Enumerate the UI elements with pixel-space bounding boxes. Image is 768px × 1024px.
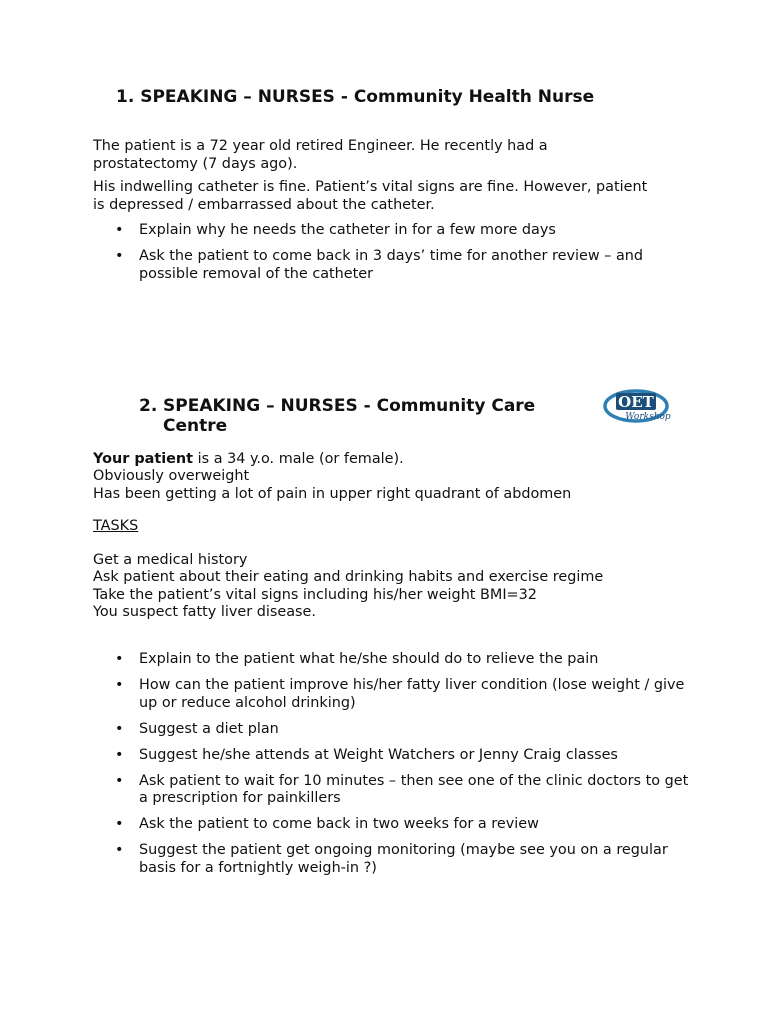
patient-line-3: Has been getting a lot of pain in upper right quadrant of abdomen	[93, 485, 572, 502]
patient-line-1	[93, 451, 693, 468]
list-item-text: Ask the patient to come back in two weeks for a review	[139, 816, 539, 832]
task-line: Take the patient’s vital signs including his/her weight BMI=32	[93, 586, 537, 603]
task-line: You suspect fatty liver disease.	[93, 603, 316, 620]
svg-text:Workshop: Workshop	[625, 412, 671, 422]
bullet-icon: •	[115, 816, 124, 832]
tasks-heading: TASKS	[93, 518, 139, 534]
section-1-title: SPEAKING – NURSES - Community Health Nurse	[140, 87, 595, 107]
list-item	[113, 651, 693, 669]
section-1-paragraph-1: The patient is a 72 year old retired Engineer. He recently had a prostatectomy (7 days ago).	[93, 138, 548, 172]
bullet-icon: •	[115, 222, 124, 238]
list-item-text: Suggest a diet plan	[139, 720, 279, 737]
list-item	[113, 721, 693, 739]
section-2-heading	[139, 396, 579, 436]
list-item-text: Suggest he/she attends at Weight Watchers or Jenny Craig classes	[139, 746, 618, 763]
section-2-bullet-list	[113, 651, 693, 886]
patient-line-1-rest: is a 34 y.o. male (or female).	[193, 451, 404, 467]
list-item	[113, 747, 693, 765]
bullet-icon: •	[115, 772, 124, 789]
list-item	[113, 677, 693, 712]
bullet-icon: •	[115, 651, 124, 667]
bullet-icon: •	[115, 248, 124, 264]
section-2-number: 2.	[139, 396, 158, 416]
patient-label: Your patient	[93, 451, 194, 467]
list-item	[113, 222, 693, 240]
list-item-text: Suggest the patient get ongoing monitoring (maybe see you on a regular basis for a fortnightly weigh-in ?)	[139, 842, 668, 876]
section-1-paragraph-2: His indwelling catheter is fine. Patient’s vital signs are fine. However, patient is depressed / embarrassed about the catheter.	[93, 179, 648, 213]
list-item	[113, 773, 693, 808]
list-item-text: Explain to the patient what he/she should do to relieve the pain	[139, 651, 599, 667]
bullet-icon: •	[115, 746, 124, 763]
bullet-icon: •	[115, 677, 124, 693]
list-item-text: How can the patient improve his/her fatty liver condition (lose weight / give up or reduce alcohol drinking)	[139, 677, 685, 711]
section-2-title: SPEAKING – NURSES - Community Care Centre	[163, 396, 536, 436]
list-item-text: Ask patient to wait for 10 minutes – then see one of the clinic doctors to get a prescription for painkillers	[139, 772, 689, 806]
section-1-bullet-list	[113, 222, 693, 292]
patient-line-2: Obviously overweight	[93, 468, 250, 485]
list-item	[113, 842, 693, 877]
list-item-text: Explain why he needs the catheter in for a few more days	[139, 222, 556, 238]
patient-description	[93, 451, 693, 503]
list-item-text: Ask the patient to come back in 3 days’ time for another review – and possible removal of the catheter	[139, 248, 644, 282]
task-line: Ask patient about their eating and drinking habits and exercise regime	[93, 569, 604, 586]
oet-workshop-logo	[602, 386, 676, 428]
bullet-icon: •	[115, 842, 124, 858]
section-1-number: 1.	[116, 87, 135, 107]
list-item	[113, 248, 693, 283]
section-1-heading	[116, 87, 594, 107]
task-line: Get a medical history	[93, 552, 248, 568]
bullet-icon: •	[115, 720, 124, 737]
list-item	[113, 816, 693, 834]
svg-text:OET: OET	[618, 393, 654, 411]
tasks-list	[93, 552, 693, 621]
